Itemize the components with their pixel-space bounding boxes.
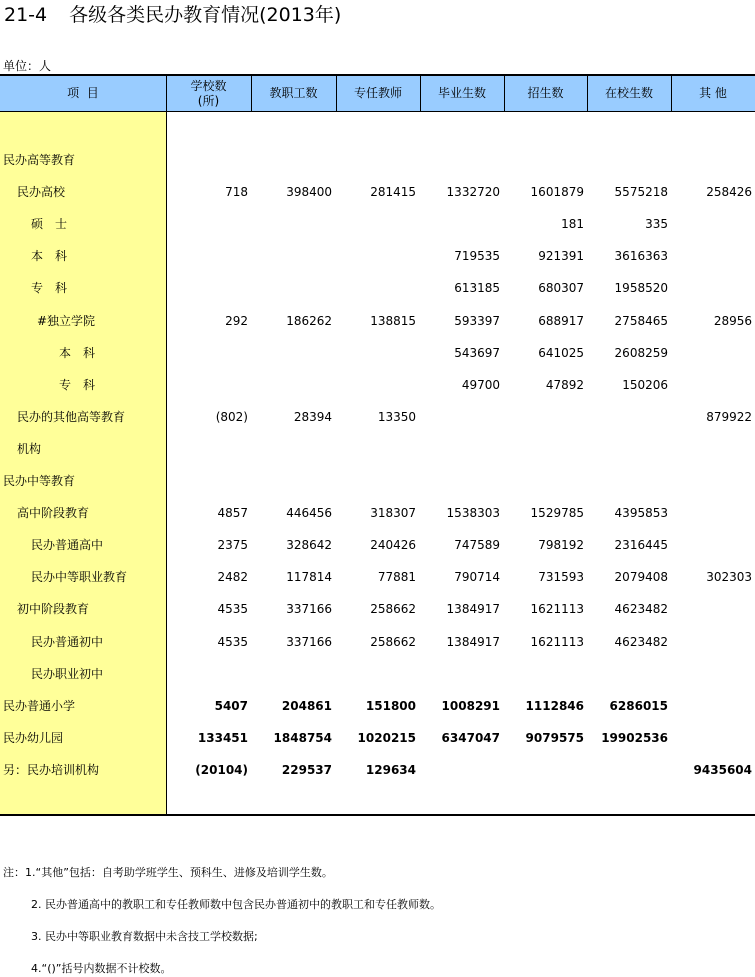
header-column-divider: [166, 75, 167, 112]
table-row: [0, 470, 755, 492]
header-column-divider: [420, 75, 421, 112]
header-column-divider: [587, 75, 588, 112]
cell-schools: 2482: [217, 570, 248, 584]
row-label: 另：民办培训机构: [3, 763, 100, 777]
cell-schools: 4857: [217, 506, 248, 520]
cell-students: 19902536: [601, 731, 668, 745]
cell-enrollment: 641025: [538, 346, 584, 360]
cell-staff: 229537: [281, 763, 332, 777]
cell-teachers: 151800: [365, 699, 416, 713]
row-label: 民办普通小学: [3, 699, 76, 713]
cell-other: 9435604: [693, 763, 752, 777]
table-row: [0, 342, 755, 364]
cell-staff: 28394: [293, 410, 332, 424]
table-row: [0, 181, 755, 203]
footnote: 4.“()”括号内数据不计校数。: [31, 962, 172, 975]
cell-schools: 2375: [217, 538, 248, 552]
cell-teachers: 13350: [377, 410, 416, 424]
table-row: [0, 277, 755, 299]
row-label: 本 科: [31, 249, 68, 263]
cell-schools: 133451: [197, 731, 248, 745]
row-label: 民办的其他高等教育: [17, 410, 126, 424]
cell-students: 4623482: [614, 602, 668, 616]
cell-graduates: 1384917: [446, 602, 500, 616]
cell-staff: 328642: [286, 538, 332, 552]
table-bottom-rule: [0, 814, 755, 816]
header-teachers: 专任教师: [353, 86, 402, 100]
row-label: 民办高等教育: [3, 153, 76, 167]
table-row: [0, 759, 755, 781]
cell-students: 335: [645, 217, 668, 231]
table-row: [0, 566, 755, 588]
row-label: 初中阶段教育: [17, 602, 90, 616]
cell-graduates: 1332720: [446, 185, 500, 199]
table-title: 各级各类民办教育情况(2013年): [69, 4, 342, 26]
row-label: 高中阶段教育: [17, 506, 90, 520]
table-row: [0, 245, 755, 267]
cell-enrollment: 1529785: [530, 506, 584, 520]
cell-enrollment: 1112846: [525, 699, 584, 713]
cell-graduates: 747589: [454, 538, 500, 552]
row-label: 民办高校: [17, 185, 66, 199]
cell-enrollment: 9079575: [525, 731, 584, 745]
cell-graduates: 593397: [454, 314, 500, 328]
cell-staff: 204861: [281, 699, 332, 713]
row-label: 民办普通高中: [31, 538, 104, 552]
cell-students: 150206: [622, 378, 668, 392]
cell-graduates: 6347047: [441, 731, 500, 745]
row-label: 民办幼儿园: [3, 731, 64, 745]
cell-graduates: 1384917: [446, 635, 500, 649]
cell-enrollment: 1621113: [530, 602, 584, 616]
table-header: [0, 75, 755, 112]
cell-enrollment: 688917: [538, 314, 584, 328]
cell-students: 6286015: [609, 699, 668, 713]
cell-students: 2316445: [614, 538, 668, 552]
cell-other: 302303: [706, 570, 752, 584]
header-staff: 教职工数: [269, 86, 318, 100]
row-label: 本 科: [59, 346, 96, 360]
cell-staff: 398400: [286, 185, 332, 199]
table-row: [0, 438, 755, 460]
row-label: 专 科: [59, 378, 96, 392]
footnote: 3. 民办中等职业教育数据中未含技工学校数据;: [31, 930, 258, 943]
cell-teachers: 258662: [370, 602, 416, 616]
header-other: 其 他: [699, 86, 727, 100]
cell-students: 2608259: [614, 346, 668, 360]
table-row: [0, 663, 755, 685]
row-label: 机构: [17, 442, 42, 456]
table-row: [0, 310, 755, 332]
cell-teachers: 240426: [370, 538, 416, 552]
cell-staff: 337166: [286, 635, 332, 649]
row-label: 民办中等职业教育: [31, 570, 128, 584]
cell-schools: (802): [215, 410, 248, 424]
cell-staff: 117814: [286, 570, 332, 584]
cell-teachers: 281415: [370, 185, 416, 199]
cell-teachers: 129634: [365, 763, 416, 777]
cell-enrollment: 47892: [545, 378, 584, 392]
cell-graduates: 790714: [454, 570, 500, 584]
cell-schools: 4535: [217, 635, 248, 649]
header-schools: 学校数 (所): [190, 78, 227, 108]
table-row: [0, 149, 755, 171]
cell-schools: 5407: [214, 699, 248, 713]
table-row: [0, 213, 755, 235]
cell-schools: (20104): [195, 763, 248, 777]
cell-enrollment: 181: [561, 217, 584, 231]
cell-schools: 4535: [217, 602, 248, 616]
row-label: 专 科: [31, 281, 68, 295]
cell-other: 28956: [713, 314, 752, 328]
cell-teachers: 318307: [370, 506, 416, 520]
cell-students: 4395853: [614, 506, 668, 520]
cell-students: 4623482: [614, 635, 668, 649]
cell-teachers: 258662: [370, 635, 416, 649]
cell-teachers: 138815: [370, 314, 416, 328]
cell-teachers: 1020215: [357, 731, 416, 745]
table-row: [0, 406, 755, 428]
cell-staff: 1848754: [273, 731, 332, 745]
row-label: 民办普通初中: [31, 635, 104, 649]
cell-students: 5575218: [614, 185, 668, 199]
cell-staff: 446456: [286, 506, 332, 520]
table-number: 21-4: [4, 4, 48, 26]
row-label: 民办职业初中: [31, 667, 104, 681]
table-row: [0, 631, 755, 653]
cell-students: 2758465: [614, 314, 668, 328]
cell-graduates: 1538303: [446, 506, 500, 520]
header-top-rule: [0, 74, 755, 76]
cell-enrollment: 680307: [538, 281, 584, 295]
cell-schools: 718: [225, 185, 248, 199]
cell-graduates: 1008291: [441, 699, 500, 713]
cell-graduates: 49700: [461, 378, 500, 392]
header-column-divider: [336, 75, 337, 112]
header-item: 项 目: [67, 86, 99, 100]
cell-other: 258426: [706, 185, 752, 199]
unit-label: 单位：人: [3, 59, 52, 73]
row-label: 民办中等教育: [3, 474, 76, 488]
cell-enrollment: 1601879: [530, 185, 584, 199]
header-enrollment: 招生数: [527, 86, 564, 100]
page-title: [4, 2, 341, 28]
cell-enrollment: 731593: [538, 570, 584, 584]
table-row: [0, 502, 755, 524]
cell-teachers: 77881: [377, 570, 416, 584]
header-students: 在校生数: [604, 86, 653, 100]
cell-students: 3616363: [614, 249, 668, 263]
header-column-divider: [251, 75, 252, 112]
header-graduates: 毕业生数: [437, 86, 486, 100]
footnote: 2. 民办普通高中的教职工和专任教师数中包含民办普通初中的教职工和专任教师数。: [31, 898, 441, 911]
table-row: [0, 598, 755, 620]
row-label: 硕 士: [31, 217, 68, 231]
cell-enrollment: 921391: [538, 249, 584, 263]
cell-graduates: 613185: [454, 281, 500, 295]
table-row: [0, 727, 755, 749]
cell-graduates: 543697: [454, 346, 500, 360]
cell-staff: 186262: [286, 314, 332, 328]
cell-enrollment: 1621113: [530, 635, 584, 649]
table-row: [0, 534, 755, 556]
header-column-divider: [671, 75, 672, 112]
footnote: 注：1.“其他”包括：自考助学班学生、预科生、进修及培训学生数。: [3, 866, 333, 879]
cell-enrollment: 798192: [538, 538, 584, 552]
cell-students: 2079408: [614, 570, 668, 584]
cell-schools: 292: [225, 314, 248, 328]
table-row: [0, 374, 755, 396]
cell-students: 1958520: [614, 281, 668, 295]
cell-staff: 337166: [286, 602, 332, 616]
cell-other: 879922: [706, 410, 752, 424]
cell-graduates: 719535: [454, 249, 500, 263]
row-label: #独立学院: [37, 314, 96, 328]
table-row: [0, 695, 755, 717]
header-column-divider: [504, 75, 505, 112]
